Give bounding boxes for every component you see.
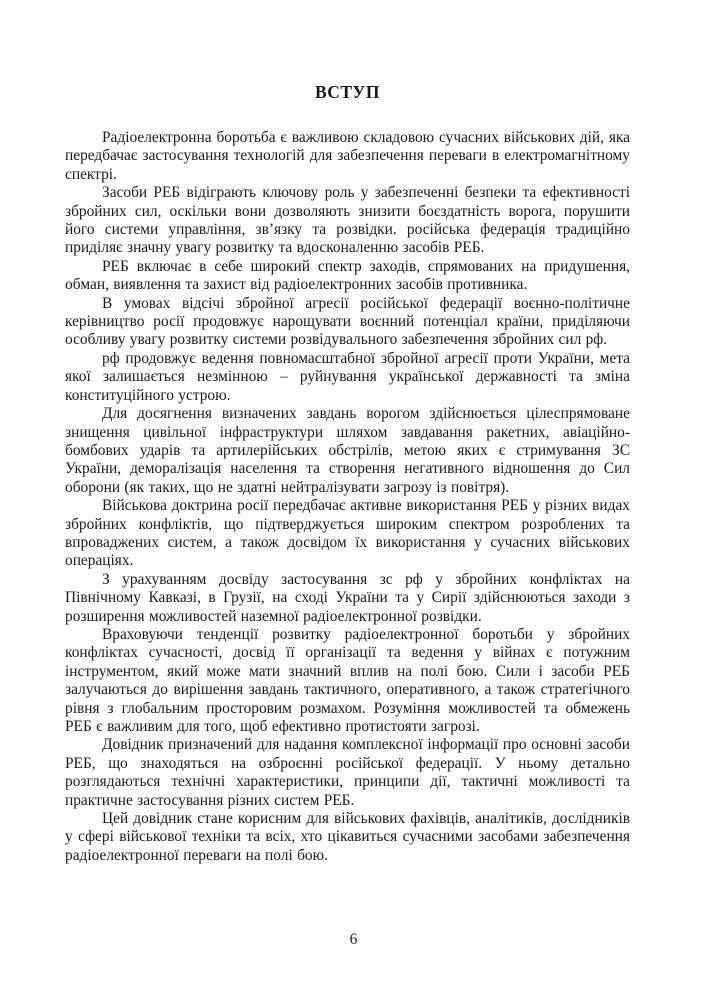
paragraph-4: В умовах відсічі збройної агресії російської федерації воєнно-політичне керівництво росії продовжує нарощувати воєнний потенціал країни, приділяючи особливу увагу розвитку системи розвідувального забезпечення збройних сил рф. xyxy=(65,294,630,349)
page-title: ВСТУП xyxy=(315,82,380,102)
paragraph-7: Військова доктрина росії передбачає активне використання РЕБ у різних видах збройних конфліктів, що підтверджується широким спектром розроблених та впроваджених систем, а також досвідом їх використання у сучасних військових операціях. xyxy=(65,497,630,570)
paragraph-8: З урахуванням досвіду застосування зс рф у збройних конфліктах на Північному Кавказі, в Грузії, на сході України та у Сирії здійснюються заходи з розширення можливостей наземної радіоелектронної розвідки. xyxy=(65,570,630,625)
paragraph-10: Довідник призначений для надання комплексної інформації про основні засоби РЕБ, що знаходяться на озброєнні російської федерації. У ньому детально розглядаються технічні характеристики, принципи дії, тактичні можливості та практичне застосування різних систем РЕБ. xyxy=(65,736,630,809)
document-body xyxy=(65,129,630,865)
paragraph-9: Враховуючи тенденції розвитку радіоелектронної боротьби у збройних конфліктах сучасності, досвід її організації та ведення у війнах є потужним інструментом, який може мати значний вплив на полі бою. Сили і засоби РЕБ залучаються до вирішення завдань тактичного, оперативного, а також стратегічного рівня з глобальним просторовим розмахом. Розуміння можливостей та обмежень РЕБ є важливим для того, щоб ефективно протистояти загрозі. xyxy=(65,625,630,735)
paragraph-5: рф продовжує ведення повномасштабної збройної агресії проти України, мета якої залишається незмінною – руйнування української державності та зміна конституційного устрою. xyxy=(65,349,630,404)
paragraph-11: Цей довідник стане корисним для військових фахівців, аналітиків, дослідників у сфері військової техніки та всіх, хто цікавиться сучасними засобами забезпечення радіоелектронної переваги на полі бою. xyxy=(65,810,630,864)
page-number: 6 xyxy=(349,931,358,948)
paragraph-2: Засоби РЕБ відіграють ключову роль у забезпеченні безпеки та ефективності збройних сил, оскільки вони дозволяють знизити боєздатність ворога, порушити його системи управління, зв’язку та розвідки. російська федерація традиційно приділяє значну увагу розвитку та вдосконаленню засобів РЕБ. xyxy=(65,184,630,257)
paragraph-3: РЕБ включає в себе широкий спектр заходів, спрямованих на придушення, обман, виявлення та захист від радіоелектронних засобів противника. xyxy=(65,257,630,294)
paragraph-1: Радіоелектронна боротьба є важливою складовою сучасних військових дій, яка передбачає застосування технологій для забезпечення переваги в електромагнітному спектрі. xyxy=(65,129,630,183)
paragraph-6: Для досягнення визначених завдань ворогом здійснюється цілеспрямоване знищення цивільної інфраструктури шляхом завдавання ракетних, авіаційно-бомбових ударів та артилерійських обстрілів, метою яких є стримування ЗС України, деморалізація населення та створення негативного відношення до Сил оборони (як таких, що не здатні нейтралізувати загрозу із повітря). xyxy=(65,405,630,496)
